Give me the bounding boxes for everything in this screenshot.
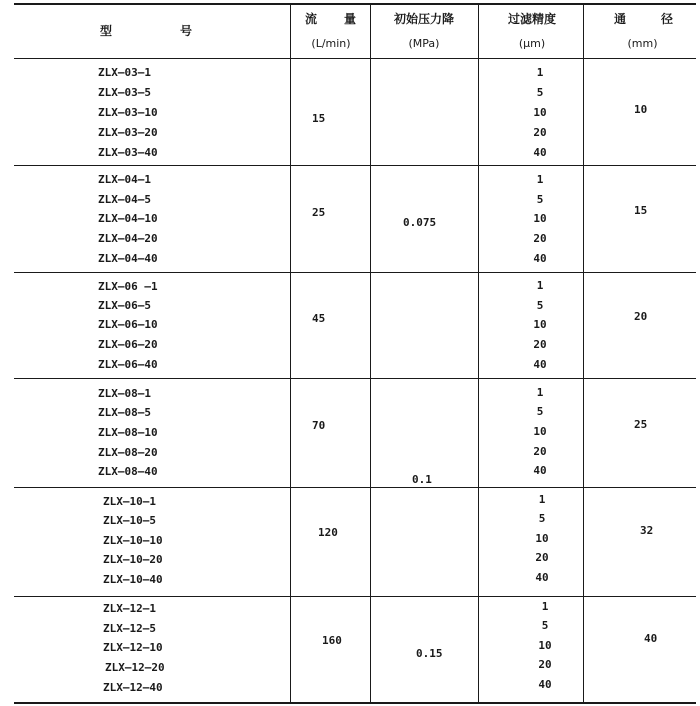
header-flow-a: 流 (305, 12, 318, 26)
header-diameter-unit: (mm) (627, 37, 658, 50)
model-cell: ZLX—12—40 (103, 681, 163, 694)
accuracy-cell: 20 (535, 551, 549, 564)
accuracy-cell: 10 (533, 212, 547, 225)
model-cell: ZLX—04—1 (98, 173, 151, 186)
column-line-4 (583, 3, 584, 703)
header-accuracy-unit: (μm) (518, 37, 546, 50)
group-rule-5 (14, 596, 696, 597)
header-bottom-rule (14, 58, 696, 59)
pressure-cell: 0.1 (412, 473, 432, 486)
accuracy-cell: 40 (533, 146, 547, 159)
accuracy-cell: 1 (536, 66, 544, 79)
flow-cell: 120 (318, 526, 338, 539)
model-cell: ZLX—06 —1 (98, 280, 158, 293)
accuracy-cell: 20 (533, 126, 547, 139)
model-cell: ZLX—08—20 (98, 446, 158, 459)
accuracy-cell: 20 (538, 658, 552, 671)
accuracy-cell: 40 (538, 678, 552, 691)
header-flow-b: 量 (344, 12, 357, 26)
model-cell: ZLX—12—1 (103, 602, 156, 615)
model-cell: ZLX—08—40 (98, 465, 158, 478)
header-diameter-b: 径 (661, 12, 674, 26)
header-model-b: 号 (180, 24, 193, 38)
header-pressure: 初始压力降 (393, 12, 454, 26)
model-cell: ZLX—08—10 (98, 426, 158, 439)
model-cell: ZLX—04—10 (98, 212, 158, 225)
accuracy-cell: 40 (535, 571, 549, 584)
diameter-cell: 32 (640, 524, 654, 537)
accuracy-cell: 40 (533, 358, 547, 371)
diameter-cell: 40 (644, 632, 658, 645)
model-cell: ZLX—12—5 (103, 622, 156, 635)
model-cell: ZLX—04—5 (98, 193, 151, 206)
accuracy-cell: 5 (536, 193, 544, 206)
model-cell: ZLX—06—40 (98, 358, 158, 371)
header-model-a: 型 (100, 24, 113, 38)
flow-cell: 15 (312, 112, 326, 125)
flow-cell: 45 (312, 312, 326, 325)
accuracy-cell: 10 (538, 639, 552, 652)
model-cell: ZLX—08—5 (98, 406, 151, 419)
column-line-3 (478, 3, 479, 703)
model-cell: ZLX—12—20 (105, 661, 165, 674)
accuracy-cell: 20 (533, 445, 547, 458)
accuracy-cell: 5 (538, 512, 546, 525)
group-rule-2 (14, 272, 696, 273)
pressure-cell: 0.075 (403, 216, 437, 229)
accuracy-cell: 10 (533, 318, 547, 331)
model-cell: ZLX—03—40 (98, 146, 158, 159)
model-cell: ZLX—12—10 (103, 641, 163, 654)
diameter-cell: 20 (634, 310, 648, 323)
table-bottom-rule (14, 702, 696, 704)
accuracy-cell: 40 (533, 464, 547, 477)
model-cell: ZLX—03—10 (98, 106, 158, 119)
accuracy-cell: 1 (536, 173, 544, 186)
model-cell: ZLX—04—20 (98, 232, 158, 245)
group-rule-1 (14, 165, 696, 166)
accuracy-cell: 5 (541, 619, 549, 632)
flow-cell: 160 (322, 634, 342, 647)
accuracy-cell: 5 (536, 299, 544, 312)
diameter-cell: 25 (634, 418, 648, 431)
group-rule-3 (14, 378, 696, 379)
model-cell: ZLX—06—10 (98, 318, 158, 331)
model-cell: ZLX—03—20 (98, 126, 158, 139)
model-cell: ZLX—04—40 (98, 252, 158, 265)
header-diameter-a: 通 (614, 12, 627, 26)
model-cell: ZLX—10—1 (103, 495, 156, 508)
accuracy-cell: 1 (536, 386, 544, 399)
accuracy-cell: 1 (538, 493, 546, 506)
accuracy-cell: 10 (535, 532, 549, 545)
accuracy-cell: 20 (533, 338, 547, 351)
table-top-rule (14, 3, 696, 5)
model-cell: ZLX—06—20 (98, 338, 158, 351)
diameter-cell: 10 (634, 103, 648, 116)
model-cell: ZLX—08—1 (98, 387, 151, 400)
group-rule-4 (14, 487, 696, 488)
accuracy-cell: 5 (536, 86, 544, 99)
flow-cell: 25 (312, 206, 326, 219)
flow-cell: 70 (312, 419, 326, 432)
header-flow-unit: (L/min) (311, 37, 351, 50)
model-cell: ZLX—10—20 (103, 553, 163, 566)
model-cell: ZLX—03—1 (98, 66, 151, 79)
model-cell: ZLX—06—5 (98, 299, 151, 312)
column-line-2 (370, 3, 371, 703)
accuracy-cell: 1 (541, 600, 549, 613)
header-accuracy: 过滤精度 (507, 12, 556, 26)
pressure-cell: 0.15 (416, 647, 443, 660)
accuracy-cell: 20 (533, 232, 547, 245)
accuracy-cell: 40 (533, 252, 547, 265)
model-cell: ZLX—10—5 (103, 514, 156, 527)
accuracy-cell: 10 (533, 106, 547, 119)
model-cell: ZLX—10—40 (103, 573, 163, 586)
accuracy-cell: 1 (536, 279, 544, 292)
accuracy-cell: 5 (536, 405, 544, 418)
column-line-1 (290, 3, 291, 703)
model-cell: ZLX—03—5 (98, 86, 151, 99)
accuracy-cell: 10 (533, 425, 547, 438)
header-pressure-unit: (MPa) (408, 37, 440, 50)
diameter-cell: 15 (634, 204, 648, 217)
model-cell: ZLX—10—10 (103, 534, 163, 547)
